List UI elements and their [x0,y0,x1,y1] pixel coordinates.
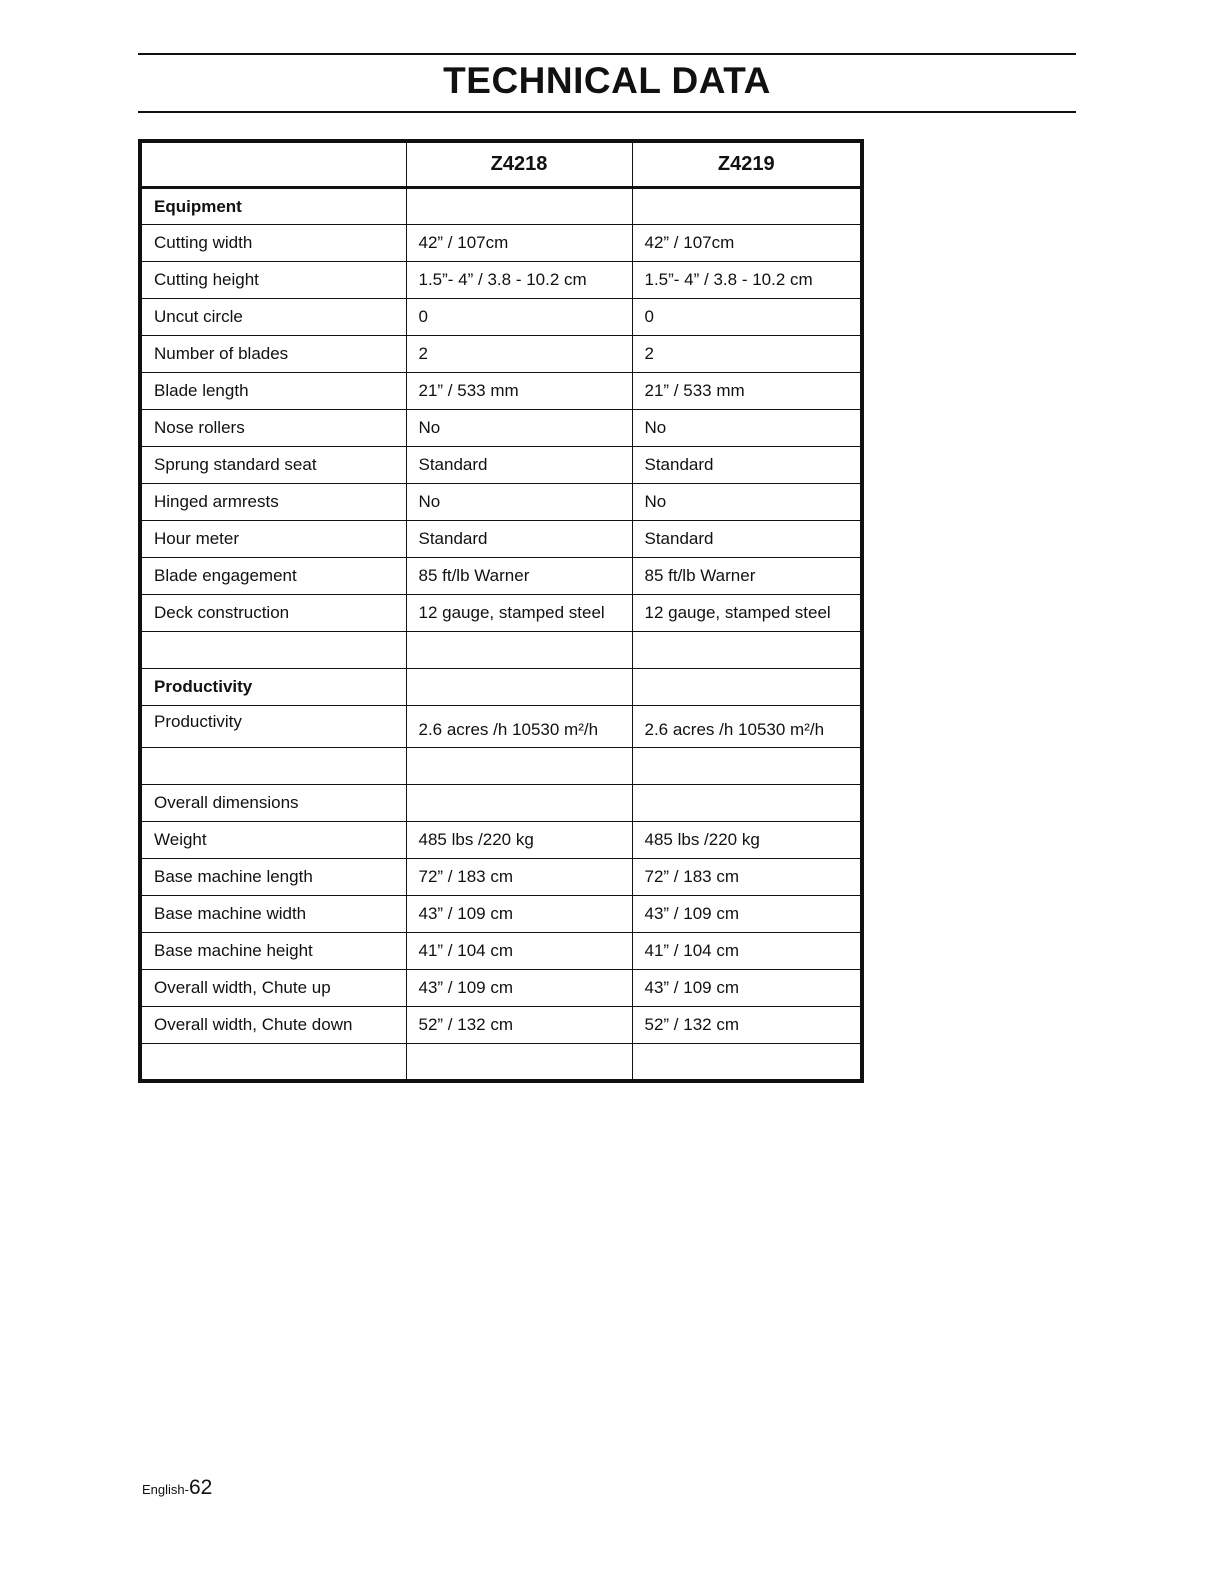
model-a-value-cell: 85 ft/lb Warner [406,558,632,595]
table-row [140,632,862,669]
model-b-value-cell: 85 ft/lb Warner [632,558,862,595]
model-b-value-cell: 52” / 132 cm [632,1007,862,1044]
header-rule-bottom [138,111,1076,113]
model-a-value-cell: 42” / 107cm [406,225,632,262]
model-b-value-cell: 43” / 109 cm [632,896,862,933]
model-b-value-cell: 485 lbs /220 kg [632,822,862,859]
model-b-value-cell: No [632,410,862,447]
table-row [140,447,862,484]
model-b-value-cell [632,669,862,706]
model-a-value-cell [406,632,632,669]
model-a-value-cell: Standard [406,521,632,558]
table-row [140,970,862,1007]
table-row [140,262,862,299]
model-a-value-cell: Standard [406,447,632,484]
model-b-value-cell [632,785,862,822]
row-label-cell: Sprung standard seat [140,447,406,484]
model-a-value-cell [406,1044,632,1081]
row-label-cell: Weight [140,822,406,859]
column-header-model-a: Z4218 [406,141,632,188]
model-b-value-cell: 2 [632,336,862,373]
table-row [140,933,862,970]
model-b-value-cell: 1.5”- 4” / 3.8 - 10.2 cm [632,262,862,299]
row-label-cell: Cutting width [140,225,406,262]
header-rule-top [138,53,1076,55]
row-label-cell: Blade length [140,373,406,410]
footer-language: English- [142,1482,189,1497]
model-b-value-cell: 12 gauge, stamped steel [632,595,862,632]
table-row [140,859,862,896]
model-b-value-cell [632,748,862,785]
model-a-value-cell: 2 [406,336,632,373]
model-b-value-cell: 2.6 acres /h 10530 m²/h [632,706,862,748]
table-row [140,558,862,595]
table-row [140,410,862,447]
table-row [140,521,862,558]
row-label-cell: Overall dimensions [140,785,406,822]
row-label-cell: Equipment [140,188,406,225]
model-b-value-cell: 41” / 104 cm [632,933,862,970]
row-label-cell: Nose rollers [140,410,406,447]
row-label-cell: Hinged armrests [140,484,406,521]
table-row [140,595,862,632]
row-label-cell: Hour meter [140,521,406,558]
row-label-cell [140,1044,406,1081]
model-b-value-cell: Standard [632,521,862,558]
page-number: 62 [188,1476,213,1499]
model-a-value-cell [406,669,632,706]
table-header-row [140,141,862,188]
row-label-cell: Base machine length [140,859,406,896]
row-label-cell: Blade engagement [140,558,406,595]
row-label-cell: Productivity [140,706,406,748]
table-row [140,484,862,521]
model-a-value-cell: 0 [406,299,632,336]
model-b-value-cell: 42” / 107cm [632,225,862,262]
model-a-value-cell: 72” / 183 cm [406,859,632,896]
table-row [140,1044,862,1081]
model-b-value-cell: Standard [632,447,862,484]
model-b-value-cell [632,632,862,669]
model-b-value-cell: No [632,484,862,521]
model-a-value-cell: 43” / 109 cm [406,970,632,1007]
page-footer [142,1474,212,1504]
row-label-cell: Cutting height [140,262,406,299]
column-header-label [140,141,406,188]
row-label-cell [140,748,406,785]
row-label-cell [140,632,406,669]
row-label-cell: Number of blades [140,336,406,373]
table-body [140,188,862,1081]
row-label-cell: Base machine width [140,896,406,933]
row-label-cell: Deck construction [140,595,406,632]
model-a-value-cell: 12 gauge, stamped steel [406,595,632,632]
model-a-value-cell [406,748,632,785]
model-a-value-cell: 41” / 104 cm [406,933,632,970]
row-label-cell: Base machine height [140,933,406,970]
table-row [140,299,862,336]
row-label-cell: Overall width, Chute down [140,1007,406,1044]
model-a-value-cell: 2.6 acres /h 10530 m²/h [406,706,632,748]
model-a-value-cell: 21” / 533 mm [406,373,632,410]
table-row [140,822,862,859]
table-row [140,336,862,373]
row-label-cell: Productivity [140,669,406,706]
table-row [140,785,862,822]
table-row [140,225,862,262]
column-header-model-b: Z4219 [632,141,862,188]
model-a-value-cell: No [406,410,632,447]
model-b-value-cell: 72” / 183 cm [632,859,862,896]
table-row [140,748,862,785]
model-b-value-cell [632,188,862,225]
technical-data-table [138,139,864,1083]
table-row [140,373,862,410]
page-title: TECHNICAL DATA [443,60,771,101]
model-a-value-cell: No [406,484,632,521]
model-a-value-cell: 52” / 132 cm [406,1007,632,1044]
model-b-value-cell: 0 [632,299,862,336]
model-a-value-cell: 485 lbs /220 kg [406,822,632,859]
model-b-value-cell: 43” / 109 cm [632,970,862,1007]
table-row [140,896,862,933]
model-a-value-cell: 43” / 109 cm [406,896,632,933]
model-a-value-cell [406,785,632,822]
model-b-value-cell: 21” / 533 mm [632,373,862,410]
row-label-cell: Overall width, Chute up [140,970,406,1007]
model-a-value-cell [406,188,632,225]
row-label-cell: Uncut circle [140,299,406,336]
model-b-value-cell [632,1044,862,1081]
model-a-value-cell: 1.5”- 4” / 3.8 - 10.2 cm [406,262,632,299]
table-row [140,1007,862,1044]
table-row [140,706,862,748]
table-row [140,188,862,225]
table-row [140,669,862,706]
